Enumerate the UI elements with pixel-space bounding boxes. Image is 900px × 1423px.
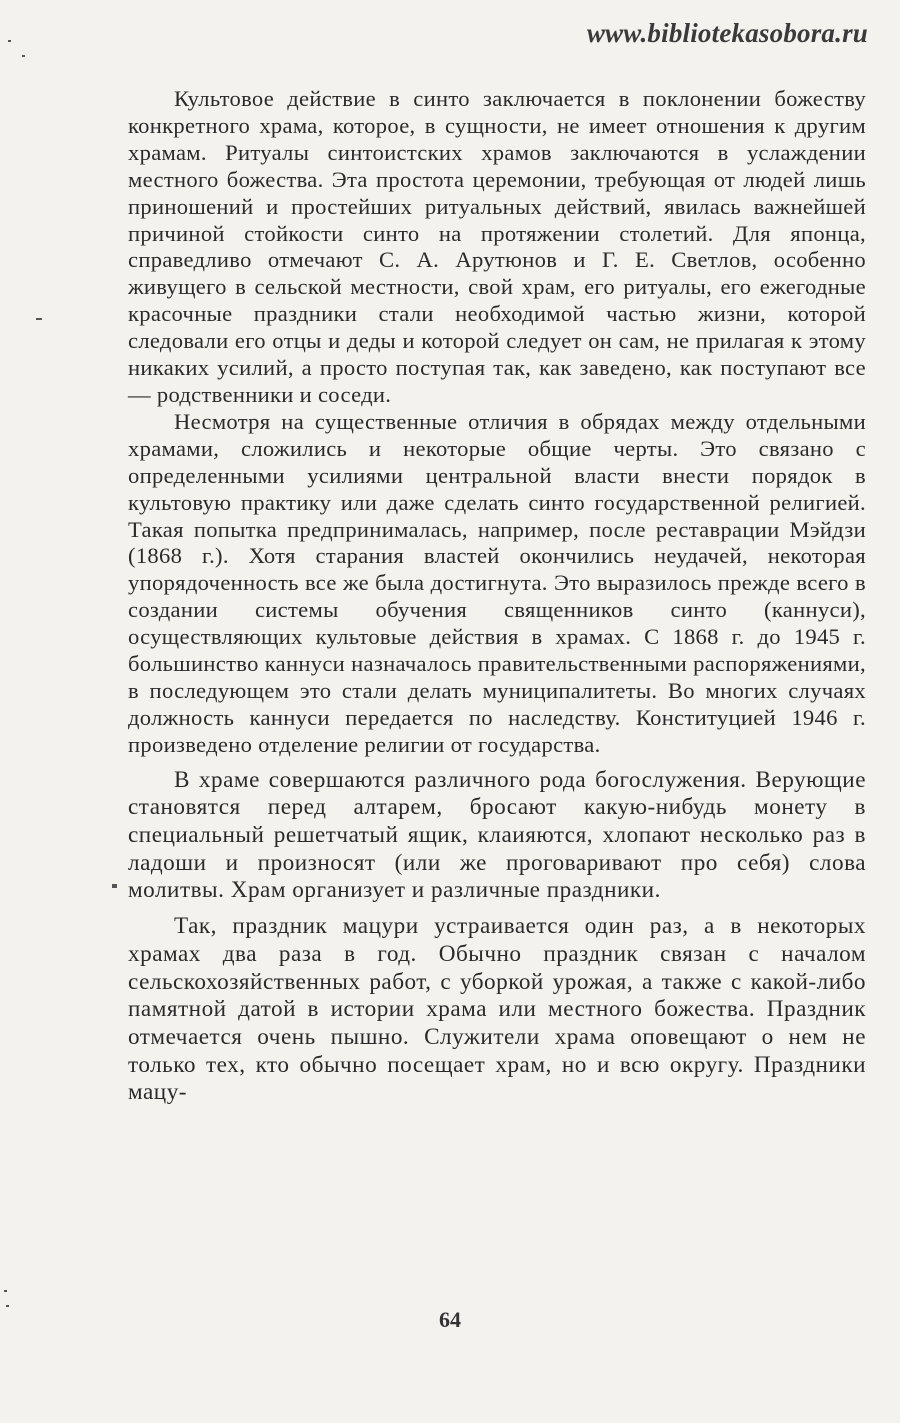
scan-speck [4, 1290, 7, 1292]
page-body [128, 86, 866, 1107]
paragraph-4: Так, праздник мацури устраивается один раз, а в некоторых храмах два раза в год. Обычно праздник связан с началом сельскохозяйственных работ, с уборкой урожая, а также с какой-либо памятной датой в истории храма или местного божества. Праздник отмечается очень пышно. Служители храма оповещают о нем не только тех, кто обычно посещает храм, но и всю округу. Праздники мацу- [128, 913, 866, 1106]
scan-speck [112, 884, 117, 888]
paragraph-3: В храме совершаются различного рода богослужения. Верующие становятся перед алтарем, бросают какую-нибудь монету в специальный решетчатый ящик, клаияются, хлопают несколько раз в ладоши и произносят (или же проговаривают про себя) слова молитвы. Храм организует и различные праздники. [128, 766, 866, 904]
scan-speck [8, 40, 11, 42]
scan-speck [36, 318, 42, 320]
scan-speck [22, 55, 25, 57]
page-number: 64 [439, 1307, 461, 1332]
paragraph-1: Культовое действие в синто заключается в поклонении божеству конкретного храма, которое, в сущности, не имеет отношения к другим храмам. Ритуалы синтоистских храмов заключаются в услаждении местного божества. Эта простота церемонии, требующая от людей лишь приношений и простейших ритуальных действий, явилась важнейшей причиной стойкости синто на протяжении столетий. Для японца, справедливо отмечают С. А. Арутюнов и Г. Е. Светлов, особенно живущего в сельской местности, свой храм, его ритуалы, его ежегодные красочные праздники стали необходимой частью жизни, которой следовали его отцы и деды и которой следует он сам, не прилагая к этому никаких усилий, а просто поступая так, как заведено, как поступают все — родственники и соседи. [128, 86, 866, 407]
scan-speck [6, 1305, 9, 1307]
paragraph-2: Несмотря на существенные отличия в обрядах между отдельными храмами, сложились и некоторые общие черты. Это связано с определенными усилиями центральной власти внести порядок в культовую практику или даже сделать синто государственной религией. Такая попытка предпринималась, например, после реставрации Мэйдзи (1868 г.). Хотя старания властей окончились неудачей, некоторая упорядоченность все же была достигнута. Это выразилось прежде всего в создании системы обучения священников синто (каннуси), осуществляющих культовые действия в храмах. С 1868 г. до 1945 г. большинство каннуси назначалось правительственными распоряжениями, в последующем это стали делать муниципалитеты. Во многих случаях должность каннуси передается по наследству. Конституцией 1946 г. произведено отделение религии от государства. [128, 408, 866, 757]
site-watermark: www.bibliotekasobora.ru [586, 18, 868, 48]
